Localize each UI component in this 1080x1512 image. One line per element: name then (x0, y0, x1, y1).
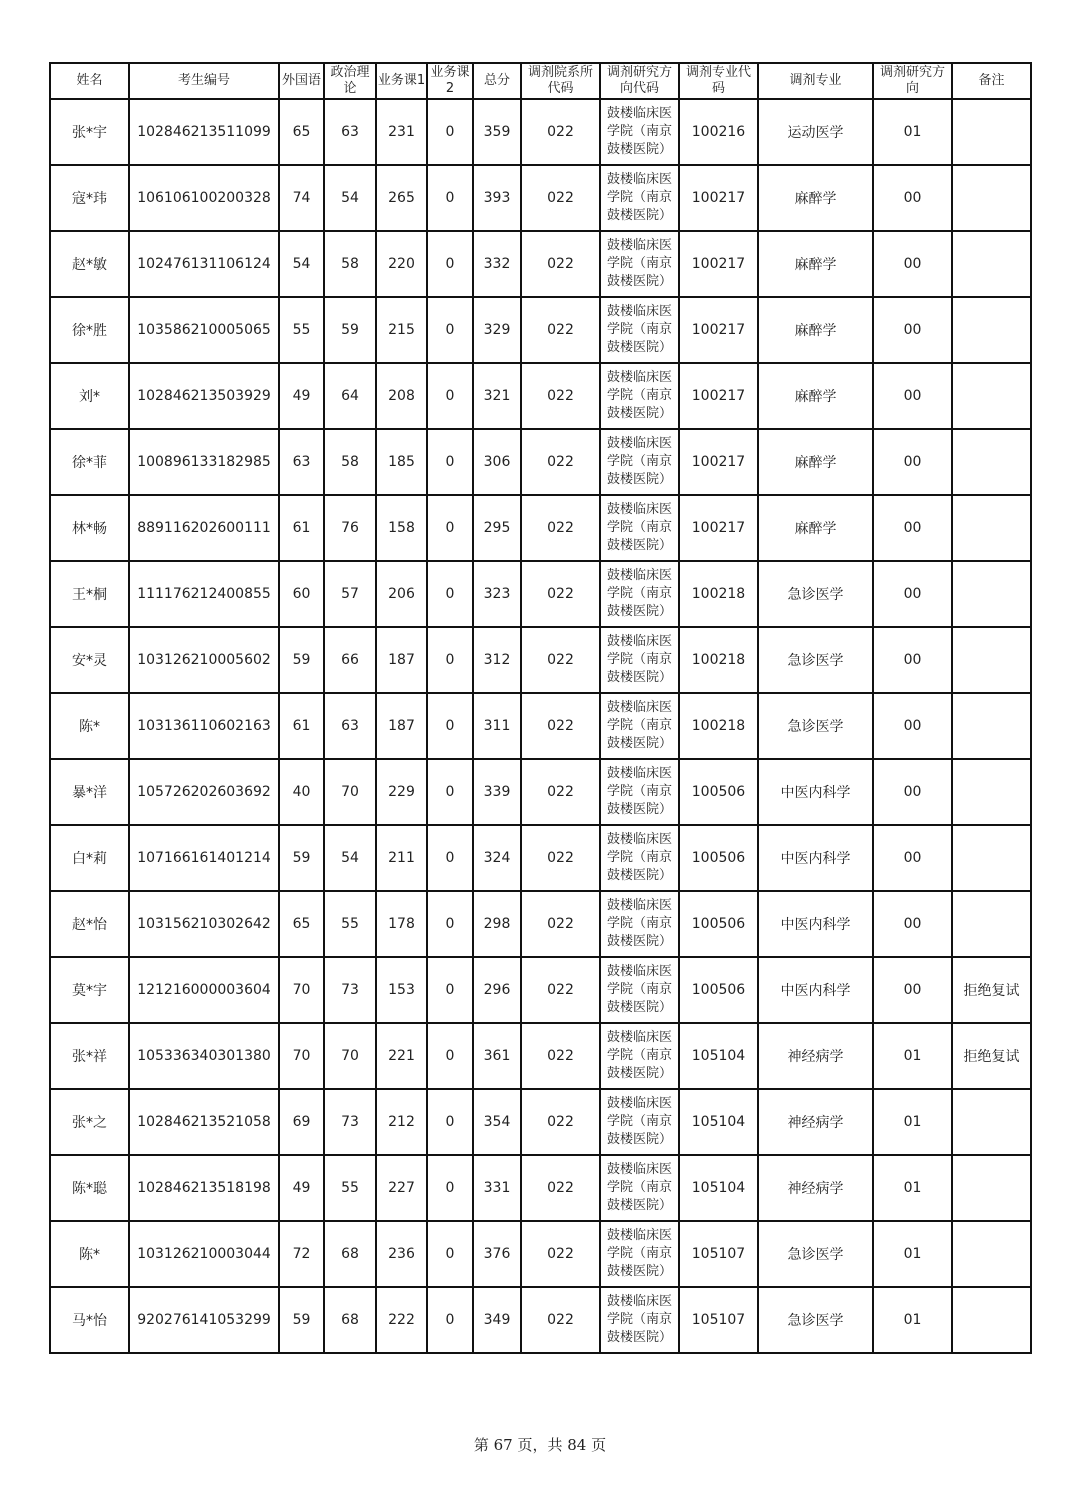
cell-major-code: 100506 (679, 759, 758, 825)
cell-remarks (952, 759, 1031, 825)
header-cell-major-code: 调剂专业代码 (679, 63, 758, 99)
table-row (50, 957, 1031, 1023)
cell-candidate-id: 103586210005065 (129, 297, 279, 363)
cell-name: 白*莉 (50, 825, 129, 891)
cell-college: 鼓楼临床医学院（南京鼓楼医院） (600, 99, 679, 165)
cell-foreign-language: 61 (279, 495, 324, 561)
cell-name: 马*怡 (50, 1287, 129, 1353)
cell-course-2: 0 (427, 165, 473, 231)
cell-direction: 00 (873, 693, 952, 759)
cell-course-1: 211 (376, 825, 427, 891)
cell-foreign-language: 63 (279, 429, 324, 495)
cell-candidate-id: 103136110602163 (129, 693, 279, 759)
cell-candidate-id: 103126210003044 (129, 1221, 279, 1287)
cell-major-code: 105107 (679, 1221, 758, 1287)
cell-dept-code: 022 (521, 825, 600, 891)
cell-dept-code: 022 (521, 1287, 600, 1353)
cell-dept-code: 022 (521, 561, 600, 627)
cell-college: 鼓楼临床医学院（南京鼓楼医院） (600, 891, 679, 957)
cell-major: 神经病学 (758, 1023, 873, 1089)
cell-course-2: 0 (427, 759, 473, 825)
cell-direction: 00 (873, 759, 952, 825)
cell-politics: 55 (324, 891, 376, 957)
table-row (50, 363, 1031, 429)
cell-major: 中医内科学 (758, 957, 873, 1023)
cell-politics: 54 (324, 825, 376, 891)
cell-name: 赵*敏 (50, 231, 129, 297)
cell-direction: 00 (873, 891, 952, 957)
cell-major: 中医内科学 (758, 759, 873, 825)
cell-major-code: 100218 (679, 627, 758, 693)
page-footer: 第 67 页，共 84 页 (473, 1436, 607, 1454)
cell-course-2: 0 (427, 1221, 473, 1287)
cell-politics: 73 (324, 957, 376, 1023)
cell-total: 393 (473, 165, 521, 231)
cell-college: 鼓楼临床医学院（南京鼓楼医院） (600, 1155, 679, 1221)
cell-foreign-language: 70 (279, 1023, 324, 1089)
cell-total: 354 (473, 1089, 521, 1155)
header-cell-candidate-id: 考生编号 (129, 63, 279, 99)
table-row (50, 759, 1031, 825)
cell-college: 鼓楼临床医学院（南京鼓楼医院） (600, 759, 679, 825)
cell-candidate-id: 102846213518198 (129, 1155, 279, 1221)
header-cell-dept-code: 调剂院系所代码 (521, 63, 600, 99)
cell-direction: 01 (873, 1287, 952, 1353)
cell-college: 鼓楼临床医学院（南京鼓楼医院） (600, 363, 679, 429)
table-row (50, 825, 1031, 891)
cell-politics: 73 (324, 1089, 376, 1155)
cell-foreign-language: 69 (279, 1089, 324, 1155)
cell-course-1: 221 (376, 1023, 427, 1089)
cell-course-1: 220 (376, 231, 427, 297)
header-cell-foreign-language: 外国语 (279, 63, 324, 99)
cell-politics: 66 (324, 627, 376, 693)
cell-course-1: 229 (376, 759, 427, 825)
cell-name: 王*桐 (50, 561, 129, 627)
cell-course-1: 187 (376, 627, 427, 693)
cell-name: 陈*聪 (50, 1155, 129, 1221)
cell-direction: 00 (873, 429, 952, 495)
cell-course-2: 0 (427, 429, 473, 495)
cell-dept-code: 022 (521, 627, 600, 693)
cell-course-2: 0 (427, 1155, 473, 1221)
cell-major-code: 100506 (679, 957, 758, 1023)
cell-remarks (952, 363, 1031, 429)
cell-major: 急诊医学 (758, 693, 873, 759)
cell-politics: 64 (324, 363, 376, 429)
table-row (50, 231, 1031, 297)
cell-dept-code: 022 (521, 165, 600, 231)
header-cell-remarks: 备注 (952, 63, 1031, 99)
cell-politics: 59 (324, 297, 376, 363)
cell-dept-code: 022 (521, 297, 600, 363)
cell-remarks (952, 297, 1031, 363)
cell-major: 中医内科学 (758, 891, 873, 957)
cell-course-1: 187 (376, 693, 427, 759)
cell-course-1: 215 (376, 297, 427, 363)
cell-candidate-id: 920276141053299 (129, 1287, 279, 1353)
cell-total: 361 (473, 1023, 521, 1089)
cell-course-2: 0 (427, 99, 473, 165)
cell-major: 神经病学 (758, 1155, 873, 1221)
cell-dept-code: 022 (521, 429, 600, 495)
table-row (50, 297, 1031, 363)
cell-candidate-id: 105336340301380 (129, 1023, 279, 1089)
cell-candidate-id: 102846213503929 (129, 363, 279, 429)
cell-remarks (952, 891, 1031, 957)
cell-major: 神经病学 (758, 1089, 873, 1155)
cell-course-2: 0 (427, 363, 473, 429)
cell-dept-code: 022 (521, 759, 600, 825)
cell-college: 鼓楼临床医学院（南京鼓楼医院） (600, 1221, 679, 1287)
cell-course-1: 227 (376, 1155, 427, 1221)
cell-total: 331 (473, 1155, 521, 1221)
table-row (50, 1023, 1031, 1089)
cell-major: 运动医学 (758, 99, 873, 165)
header-cell-direction: 调剂研究方向 (873, 63, 952, 99)
header-cell-name: 姓名 (50, 63, 129, 99)
cell-major: 中医内科学 (758, 825, 873, 891)
cell-course-1: 153 (376, 957, 427, 1023)
cell-foreign-language: 65 (279, 99, 324, 165)
cell-foreign-language: 59 (279, 825, 324, 891)
cell-candidate-id: 889116202600111 (129, 495, 279, 561)
cell-major: 急诊医学 (758, 1287, 873, 1353)
cell-total: 321 (473, 363, 521, 429)
cell-direction: 00 (873, 363, 952, 429)
cell-name: 赵*怡 (50, 891, 129, 957)
cell-major-code: 100506 (679, 825, 758, 891)
cell-course-1: 185 (376, 429, 427, 495)
cell-college: 鼓楼临床医学院（南京鼓楼医院） (600, 231, 679, 297)
cell-remarks (952, 165, 1031, 231)
cell-direction: 01 (873, 1089, 952, 1155)
cell-major: 麻醉学 (758, 165, 873, 231)
cell-major: 麻醉学 (758, 231, 873, 297)
cell-name: 张*祥 (50, 1023, 129, 1089)
cell-candidate-id: 102846213521058 (129, 1089, 279, 1155)
cell-course-1: 158 (376, 495, 427, 561)
cell-name: 张*之 (50, 1089, 129, 1155)
cell-direction: 00 (873, 297, 952, 363)
cell-college: 鼓楼临床医学院（南京鼓楼医院） (600, 561, 679, 627)
cell-direction: 01 (873, 1155, 952, 1221)
cell-remarks (952, 1287, 1031, 1353)
cell-candidate-id: 103156210302642 (129, 891, 279, 957)
cell-college: 鼓楼临床医学院（南京鼓楼医院） (600, 1023, 679, 1089)
cell-name: 莫*宇 (50, 957, 129, 1023)
cell-remarks (952, 231, 1031, 297)
cell-direction: 00 (873, 957, 952, 1023)
cell-dept-code: 022 (521, 891, 600, 957)
cell-candidate-id: 103126210005602 (129, 627, 279, 693)
cell-course-2: 0 (427, 693, 473, 759)
cell-remarks (952, 1089, 1031, 1155)
cell-total: 329 (473, 297, 521, 363)
cell-course-1: 236 (376, 1221, 427, 1287)
header-row (50, 63, 1031, 99)
cell-foreign-language: 59 (279, 627, 324, 693)
cell-major: 麻醉学 (758, 429, 873, 495)
cell-dept-code: 022 (521, 1023, 600, 1089)
cell-major-code: 105104 (679, 1155, 758, 1221)
cell-major: 麻醉学 (758, 297, 873, 363)
cell-dept-code: 022 (521, 363, 600, 429)
cell-name: 林*畅 (50, 495, 129, 561)
cell-politics: 68 (324, 1221, 376, 1287)
cell-remarks (952, 627, 1031, 693)
cell-direction: 01 (873, 99, 952, 165)
table-row (50, 561, 1031, 627)
cell-remarks: 拒绝复试 (952, 957, 1031, 1023)
cell-politics: 55 (324, 1155, 376, 1221)
cell-name: 张*宇 (50, 99, 129, 165)
cell-course-1: 206 (376, 561, 427, 627)
cell-college: 鼓楼临床医学院（南京鼓楼医院） (600, 957, 679, 1023)
cell-major: 急诊医学 (758, 561, 873, 627)
header-cell-course-1: 业务课1 (376, 63, 427, 99)
cell-major-code: 100217 (679, 363, 758, 429)
cell-name: 陈* (50, 693, 129, 759)
cell-remarks (952, 495, 1031, 561)
cell-course-2: 0 (427, 627, 473, 693)
cell-name: 刘* (50, 363, 129, 429)
cell-total: 323 (473, 561, 521, 627)
cell-dept-code: 022 (521, 1155, 600, 1221)
cell-direction: 00 (873, 165, 952, 231)
cell-dept-code: 022 (521, 1089, 600, 1155)
cell-course-1: 265 (376, 165, 427, 231)
cell-direction: 01 (873, 1023, 952, 1089)
cell-major-code: 100218 (679, 693, 758, 759)
cell-foreign-language: 74 (279, 165, 324, 231)
cell-politics: 54 (324, 165, 376, 231)
cell-course-1: 178 (376, 891, 427, 957)
cell-major-code: 105104 (679, 1089, 758, 1155)
cell-major: 麻醉学 (758, 363, 873, 429)
cell-course-2: 0 (427, 825, 473, 891)
cell-politics: 76 (324, 495, 376, 561)
cell-major-code: 100218 (679, 561, 758, 627)
cell-foreign-language: 59 (279, 1287, 324, 1353)
cell-college: 鼓楼临床医学院（南京鼓楼医院） (600, 1089, 679, 1155)
cell-remarks (952, 693, 1031, 759)
cell-remarks (952, 429, 1031, 495)
cell-foreign-language: 61 (279, 693, 324, 759)
cell-dept-code: 022 (521, 957, 600, 1023)
cell-candidate-id: 111176212400855 (129, 561, 279, 627)
cell-dept-code: 022 (521, 495, 600, 561)
cell-foreign-language: 70 (279, 957, 324, 1023)
cell-major: 急诊医学 (758, 1221, 873, 1287)
cell-course-1: 208 (376, 363, 427, 429)
table-row (50, 165, 1031, 231)
cell-course-2: 0 (427, 495, 473, 561)
cell-direction: 00 (873, 231, 952, 297)
cell-foreign-language: 49 (279, 363, 324, 429)
cell-foreign-language: 60 (279, 561, 324, 627)
cell-course-2: 0 (427, 957, 473, 1023)
cell-remarks (952, 561, 1031, 627)
cell-remarks (952, 99, 1031, 165)
cell-college: 鼓楼临床医学院（南京鼓楼医院） (600, 165, 679, 231)
cell-foreign-language: 54 (279, 231, 324, 297)
table-row (50, 891, 1031, 957)
cell-total: 298 (473, 891, 521, 957)
cell-course-2: 0 (427, 1023, 473, 1089)
cell-candidate-id: 102476131106124 (129, 231, 279, 297)
cell-name: 徐*菲 (50, 429, 129, 495)
cell-name: 陈* (50, 1221, 129, 1287)
cell-candidate-id: 100896133182985 (129, 429, 279, 495)
cell-foreign-language: 72 (279, 1221, 324, 1287)
cell-total: 339 (473, 759, 521, 825)
cell-course-2: 0 (427, 1089, 473, 1155)
cell-direction: 00 (873, 561, 952, 627)
cell-major-code: 100217 (679, 165, 758, 231)
cell-major-code: 100506 (679, 891, 758, 957)
cell-politics: 63 (324, 99, 376, 165)
cell-direction: 00 (873, 825, 952, 891)
cell-candidate-id: 105726202603692 (129, 759, 279, 825)
cell-college: 鼓楼临床医学院（南京鼓楼医院） (600, 495, 679, 561)
cell-dept-code: 022 (521, 99, 600, 165)
cell-major: 麻醉学 (758, 495, 873, 561)
cell-remarks (952, 1155, 1031, 1221)
cell-direction: 00 (873, 495, 952, 561)
cell-candidate-id: 106106100200328 (129, 165, 279, 231)
cell-college: 鼓楼临床医学院（南京鼓楼医院） (600, 297, 679, 363)
cell-major-code: 100217 (679, 231, 758, 297)
cell-total: 324 (473, 825, 521, 891)
cell-major-code: 105104 (679, 1023, 758, 1089)
table-row (50, 99, 1031, 165)
cell-total: 359 (473, 99, 521, 165)
cell-course-1: 222 (376, 1287, 427, 1353)
cell-name: 安*灵 (50, 627, 129, 693)
cell-total: 296 (473, 957, 521, 1023)
table-row (50, 495, 1031, 561)
cell-total: 332 (473, 231, 521, 297)
cell-major-code: 100217 (679, 495, 758, 561)
cell-course-2: 0 (427, 561, 473, 627)
cell-dept-code: 022 (521, 1221, 600, 1287)
header-cell-total: 总分 (473, 63, 521, 99)
cell-total: 311 (473, 693, 521, 759)
cell-college: 鼓楼临床医学院（南京鼓楼医院） (600, 627, 679, 693)
cell-foreign-language: 49 (279, 1155, 324, 1221)
cell-politics: 58 (324, 429, 376, 495)
header-cell-major: 调剂专业 (758, 63, 873, 99)
cell-total: 376 (473, 1221, 521, 1287)
cell-politics: 70 (324, 1023, 376, 1089)
cell-remarks: 拒绝复试 (952, 1023, 1031, 1089)
cell-total: 295 (473, 495, 521, 561)
cell-direction: 00 (873, 627, 952, 693)
score-table (49, 62, 1032, 1354)
table-row (50, 429, 1031, 495)
cell-major-code: 100216 (679, 99, 758, 165)
cell-course-2: 0 (427, 297, 473, 363)
cell-politics: 58 (324, 231, 376, 297)
cell-candidate-id: 121216000003604 (129, 957, 279, 1023)
cell-direction: 01 (873, 1221, 952, 1287)
cell-major: 急诊医学 (758, 627, 873, 693)
cell-course-1: 212 (376, 1089, 427, 1155)
cell-candidate-id: 107166161401214 (129, 825, 279, 891)
cell-major-code: 100217 (679, 297, 758, 363)
cell-major-code: 100217 (679, 429, 758, 495)
cell-course-1: 231 (376, 99, 427, 165)
cell-course-2: 0 (427, 891, 473, 957)
cell-foreign-language: 55 (279, 297, 324, 363)
cell-course-2: 0 (427, 231, 473, 297)
header-cell-politics: 政治理论 (324, 63, 376, 99)
cell-foreign-language: 40 (279, 759, 324, 825)
cell-remarks (952, 1221, 1031, 1287)
table-body (50, 99, 1031, 1353)
cell-college: 鼓楼临床医学院（南京鼓楼医院） (600, 693, 679, 759)
cell-name: 徐*胜 (50, 297, 129, 363)
cell-total: 312 (473, 627, 521, 693)
header-cell-direction-code: 调剂研究方向代码 (600, 63, 679, 99)
cell-foreign-language: 65 (279, 891, 324, 957)
cell-college: 鼓楼临床医学院（南京鼓楼医院） (600, 1287, 679, 1353)
cell-name: 寇*玮 (50, 165, 129, 231)
cell-college: 鼓楼临床医学院（南京鼓楼医院） (600, 429, 679, 495)
cell-course-2: 0 (427, 1287, 473, 1353)
cell-name: 暴*洋 (50, 759, 129, 825)
table-row (50, 1155, 1031, 1221)
cell-major-code: 105107 (679, 1287, 758, 1353)
table-row (50, 1089, 1031, 1155)
cell-college: 鼓楼临床医学院（南京鼓楼医院） (600, 825, 679, 891)
cell-total: 349 (473, 1287, 521, 1353)
cell-politics: 70 (324, 759, 376, 825)
table-row (50, 1221, 1031, 1287)
cell-candidate-id: 102846213511099 (129, 99, 279, 165)
header-cell-course-2: 业务课2 (427, 63, 473, 99)
cell-politics: 63 (324, 693, 376, 759)
cell-politics: 68 (324, 1287, 376, 1353)
table-row (50, 1287, 1031, 1353)
cell-dept-code: 022 (521, 231, 600, 297)
cell-dept-code: 022 (521, 693, 600, 759)
table-row (50, 693, 1031, 759)
cell-politics: 57 (324, 561, 376, 627)
table-row (50, 627, 1031, 693)
cell-remarks (952, 825, 1031, 891)
cell-total: 306 (473, 429, 521, 495)
